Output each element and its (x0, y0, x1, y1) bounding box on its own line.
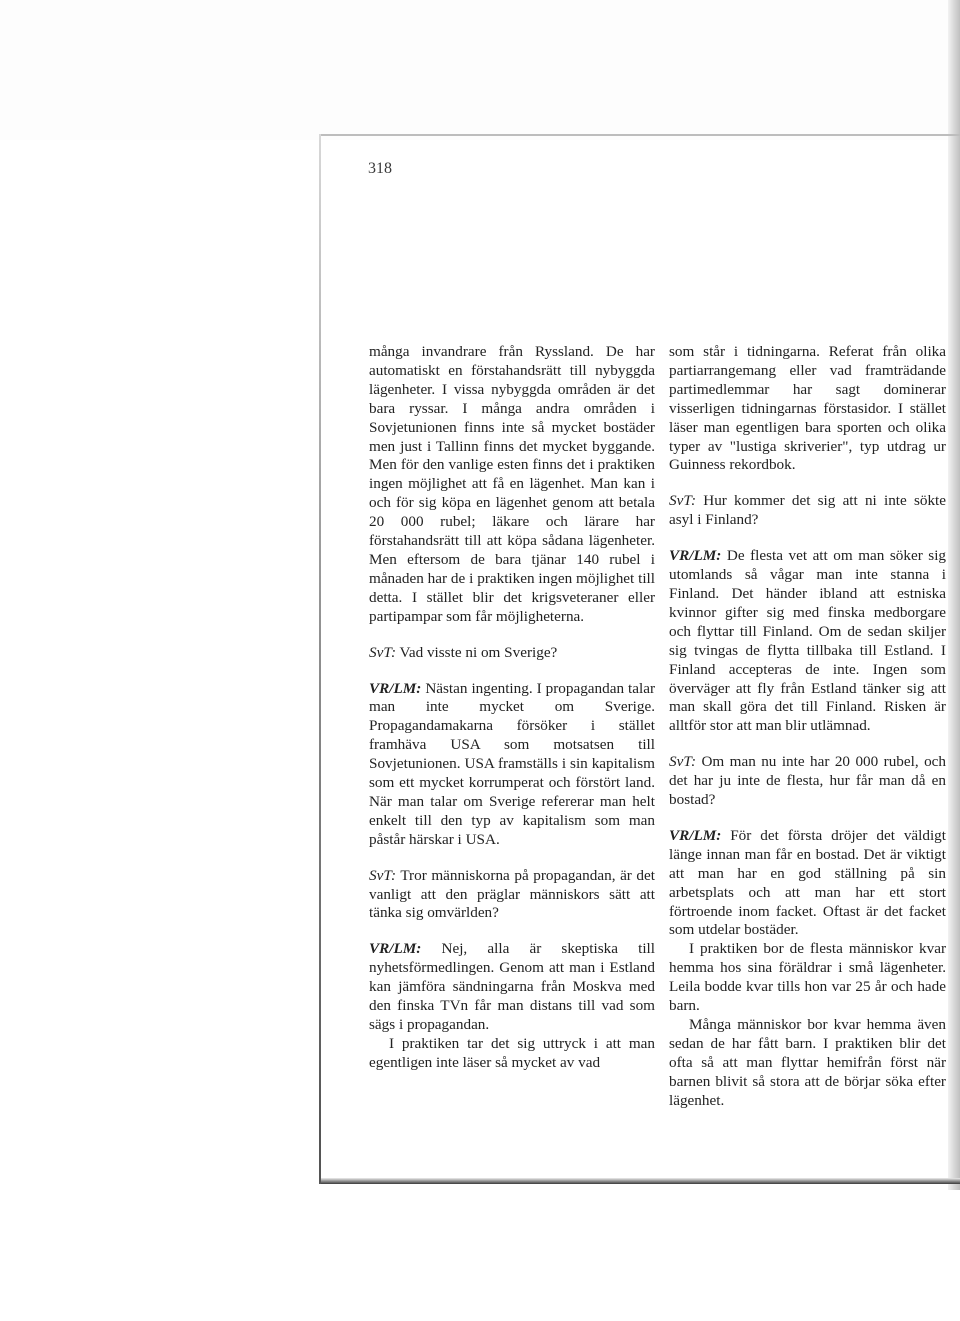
paragraph-text: I praktiken tar det sig uttryck i att man egentligen inte läser så mycket av vad (369, 1034, 655, 1071)
speaker-label: SvT: (669, 492, 697, 510)
paragraph-text: De flesta vet att om man söker sig utomlands så vågar man inte stanna i Finland. Det händer ibland att estniska kvinnor gifter sig med finska medborgare och flyttar till Finland. Om de sedan skiljer sig tvingas de flytta tillbaka till Estland. I Finland accepteras de inte. Ingen som överväger att fly från Estland tänker sig att man skall göra det till Finland. Risken är alltför stor att man blir utlämnad. (669, 547, 947, 735)
speaker-label: VR/LM: (669, 547, 722, 565)
paragraph-text: Många människor bor kvar hemma även sedan de har fått barn. I praktiken blir det ofta så att man flyttar hemifrån först när barnen blivit så stora att de börjar söka efter lägenhet. (669, 1016, 946, 1109)
paragraph (669, 753, 946, 810)
paragraph (669, 1016, 946, 1111)
paragraph (369, 343, 655, 627)
scan-background (0, 0, 960, 140)
left-column (369, 343, 655, 1073)
paragraph-text: Hur kommer det sig att ni inte sökte asyl i Finland? (669, 492, 947, 529)
paragraph (669, 492, 946, 530)
paragraph-text: Vad visste ni om Sverige? (399, 643, 558, 661)
paragraph (669, 827, 946, 940)
paragraph-text: Nej, alla är skeptiska till nyhetsförmedlingen. Genom att man i Estland kan jämföra sändningarna från Moskva med den finska TVn får man distans till vad som sägs i propagandan. (369, 940, 655, 1033)
paragraph (369, 867, 655, 924)
paragraph (369, 644, 655, 663)
speaker-label: VR/LM: (369, 679, 422, 697)
speaker-label: SvT: (669, 753, 697, 771)
paragraph (669, 940, 946, 1016)
page-left-edge (319, 134, 321, 1184)
speaker-label: VR/LM: (369, 940, 422, 958)
speaker-label: SvT: (369, 866, 397, 884)
page-number: 318 (368, 160, 392, 177)
paragraph-text: Tror människorna på propagandan, är det vanligt att den präglar människors sätt att tänka sig omvärlden? (369, 866, 655, 922)
paragraph-text: I praktiken bor de flesta människor kvar hemma hos sina föräldrar i små lägenheter. Leila bodde kvar tills hon var 25 år och hade barn. (669, 940, 946, 1015)
paragraph (369, 940, 655, 1035)
paragraph-text: Nästan ingenting. I propagandan talar man inte mycket om Sverige. Propagandamakarna försöker i stället framhäva USA som motsatsen till Sovjetunionen. USA framställs i sin kapitalism som ett mycket korrumperat och förstört land. När man talar om Sverige refererar man helt enkelt till den typ av kapitalism som man påstår härskar i USA. (369, 679, 656, 848)
paragraph (669, 547, 946, 736)
page-bottom-edge (321, 1178, 960, 1184)
paragraph-text: Om man nu inte har 20 000 rubel, och det har ju inte de flesta, hur får man då en bostad? (669, 753, 946, 809)
right-column (669, 343, 946, 1111)
speaker-label: VR/LM: (669, 826, 722, 844)
facing-page-edge (948, 0, 960, 1190)
page-top-edge (320, 134, 960, 136)
speaker-label: SvT: (369, 643, 397, 661)
paragraph (669, 343, 946, 475)
paragraph (369, 1035, 655, 1073)
paragraph (369, 680, 655, 850)
paragraph-text: som står i tidningarna. Referat från olika partiarrangemang eller vad framträdande partimedlemmar har sagt dominerar visserligen tidningarnas förstasidor. I stället läser man egentligen bara sporten och olika typer av "lustiga skriverier", typ utdrag ur Guinness rekordbok. (669, 343, 946, 474)
paragraph-text: många invandrare från Ryssland. De har automatiskt en förstahandsrätt till nybyggda lägenheter. I vissa nybyggda områden är det bara ryssar. I många andra områden i Sovjetunionen finns inte så mycket bostäder men just i Tallinn finns det mycket byggande. Men för den vanlige esten finns det i praktiken ingen möjlighet att få en lägenhet. Man kan i och för sig köpa en lägenhet genom att betala 20 000 rubel; läkare och lärare har förstahandsrätt till att köpa sådana lägenheter. Men eftersom de bara tjänar 140 rubel i månaden har de i praktiken ingen möjlighet till detta. I stället blir det krigsveteraner eller partipampar som får möjligheterna. (369, 343, 655, 625)
paragraph-text: För det första dröjer det väldigt länge innan man får en bostad. Det är viktigt att man har en god ställning på sin arbetsplats och att man har ett stort förtroende inom facket. Oftast är det facket som utdelar bostäder. (669, 826, 946, 939)
